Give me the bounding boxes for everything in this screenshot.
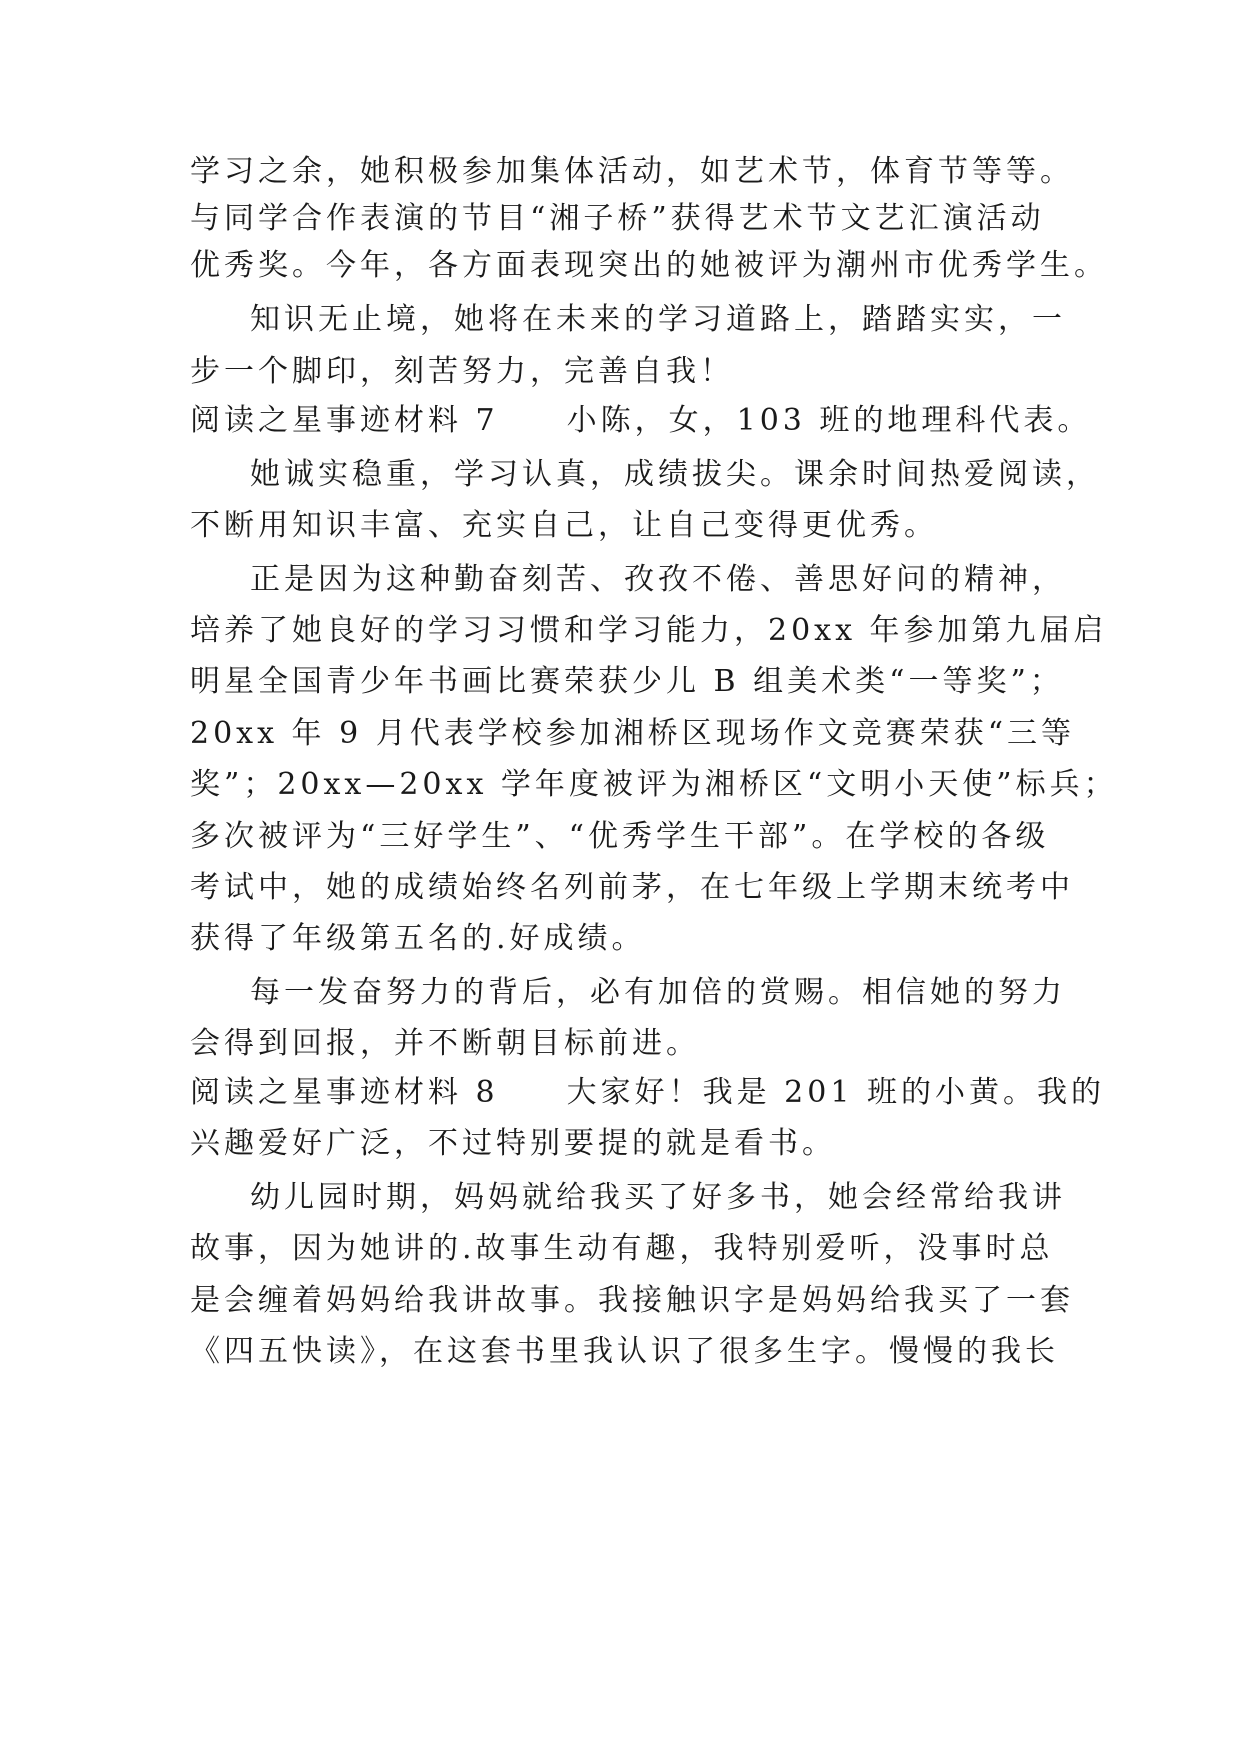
text-line: 会得到回报，并不断朝目标前进。: [190, 1026, 700, 1061]
text-line: 她诚实稳重，学习认真，成绩拔尖。课余时间热爱阅读，: [250, 457, 1100, 492]
text-line: 正是因为这种勤奋刻苦、孜孜不倦、善思好问的精神，: [250, 562, 1066, 597]
text-line: 获得了年级第五名的.好成绩。: [190, 921, 646, 956]
text-line: 明星全国青少年书画比赛荣获少儿 B 组美术类“一等奖”；: [190, 664, 1064, 699]
text-line: 20xx 年 9 月代表学校参加湘桥区现场作文竞赛荣获“三等: [190, 716, 1076, 751]
text-line: 步一个脚印，刻苦努力，完善自我！: [190, 354, 734, 389]
text-line: 幼儿园时期，妈妈就给我买了好多书，她会经常给我讲: [250, 1180, 1066, 1215]
text-line: 不断用知识丰富、充实自己，让自己变得更优秀。: [190, 508, 938, 543]
text-line: 多次被评为“三好学生”、“优秀学生干部”。在学校的各级: [190, 819, 1050, 854]
text-line: 《四五快读》，在这套书里我认识了很多生字。慢慢的我长: [190, 1334, 1059, 1369]
text-line: 兴趣爱好广泛，不过特别要提的就是看书。: [190, 1126, 836, 1161]
text-line: 奖”；20xx—20xx 学年度被评为湘桥区“文明小天使”标兵；: [190, 767, 1118, 802]
section-heading-line: 阅读之星事迹材料 7 小陈，女，103 班的地理科代表。: [190, 403, 1092, 438]
section-heading-line: 阅读之星事迹材料 8 大家好！我是 201 班的小黄。我的: [190, 1075, 1105, 1110]
text-line: 故事，因为她讲的.故事生动有趣，我特别爱听，没事时总: [190, 1231, 1054, 1266]
text-line: 是会缠着妈妈给我讲故事。我接触识字是妈妈给我买了一套: [190, 1283, 1074, 1318]
text-line: 学习之余，她积极参加集体活动，如艺术节，体育节等等。: [190, 154, 1074, 189]
text-line: 考试中，她的成绩始终名列前茅，在七年级上学期末统考中: [190, 870, 1074, 905]
text-line: 培养了她良好的学习习惯和学习能力，20xx 年参加第九届启: [190, 613, 1108, 648]
text-line: 与同学合作表演的节目“湘子桥”获得艺术节文艺汇演活动: [190, 201, 1045, 236]
text-line: 优秀奖。今年，各方面表现突出的她被评为潮州市优秀学生。: [190, 248, 1108, 283]
text-line: 知识无止境，她将在未来的学习道路上，踏踏实实，一: [250, 302, 1066, 337]
text-line: 每一发奋努力的背后，必有加倍的赏赐。相信她的努力: [250, 975, 1066, 1010]
